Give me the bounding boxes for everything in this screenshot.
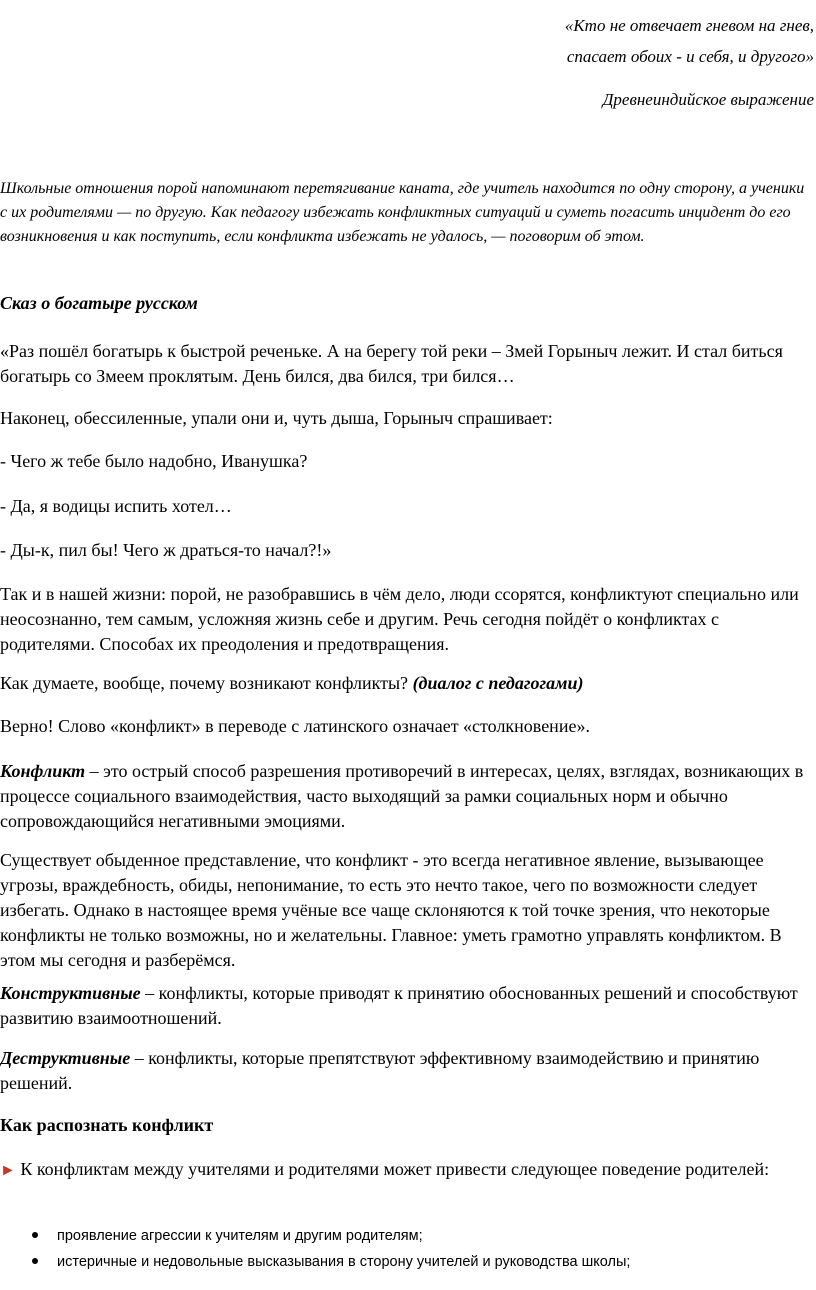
epigraph-line-2: спасает обоих - и себя, и другого» bbox=[566, 47, 814, 66]
epigraph-line-1: «Кто не отвечает гневом на гнев, bbox=[564, 16, 814, 35]
tale-paragraph-3: - Чего ж тебе было надобно, Иванушка? bbox=[0, 451, 308, 471]
opinion-paragraph: Существует обыденное представление, что конфликт - это всегда негативное явление, вызывающее угрозы, враждебность, обиды, непонимание, то есть это нечто такое, чего по возможности следует избегать. Однако в настоящее время учёные все чаще склоняются к той точке зрения, что некоторые конфликты не только возможны, но и желательны. Главное: уметь грамотно управлять конфликтом. В этом мы сегодня и разберёмся. bbox=[0, 850, 782, 970]
triangle-pointer-icon: ► bbox=[0, 1162, 16, 1179]
tale-paragraph-1: «Раз пошёл богатырь к быстрой реченьке. А на берегу той реки – Змей Горыныч лежит. И стал биться богатырь со Змеем проклятым. День бился, два бился, три бился… bbox=[0, 341, 783, 386]
question-text: Как думаете, вообще, почему возникают конфликты? bbox=[0, 673, 413, 693]
behavior-list bbox=[0, 1223, 814, 1275]
constructive-definition bbox=[0, 981, 814, 1031]
behavior-intro-paragraph bbox=[0, 1157, 814, 1183]
tale-paragraph-5: - Ды-к, пил бы! Чего ж драться-то начал?!» bbox=[0, 540, 332, 560]
constructive-term: Конструктивные bbox=[0, 983, 141, 1003]
life-paragraph: Так и в нашей жизни: порой, не разобравшись в чём дело, люди ссорятся, конфликтуют специально или неосознанно, тем самым, усложняя жизнь себе и другим. Речь сегодня пойдёт о конфликтах с родителями. Способах их преодоления и предотвращения. bbox=[0, 584, 799, 654]
destructive-definition bbox=[0, 1046, 814, 1096]
latin-paragraph: Верно! Слово «конфликт» в переводе с латинского означает «столкновение». bbox=[0, 716, 590, 736]
tale-paragraph-2: Наконец, обессиленные, упали они и, чуть дыша, Горыныч спрашивает: bbox=[0, 408, 553, 428]
epigraph-source: Древнеиндийское выражение bbox=[602, 90, 814, 109]
constructive-definition-text: – конфликты, которые приводят к принятию обоснованных решений и способствуют развитию взаимоотношений. bbox=[0, 983, 798, 1028]
tale-heading: Сказ о богатыре русском bbox=[0, 293, 198, 313]
recognize-heading: Как распознать конфликт bbox=[0, 1115, 214, 1135]
list-item bbox=[0, 1249, 814, 1275]
list-item-text: проявление агрессии к учителям и другим родителям; bbox=[57, 1228, 423, 1244]
tale-paragraph-4: - Да, я водицы испить хотел… bbox=[0, 496, 232, 516]
bullet-dot-icon bbox=[32, 1258, 38, 1264]
intro-paragraph: Школьные отношения порой напоминают перетягивание каната, где учитель находится по одну сторону, а ученики с их родителями — по другую. Как педагогу избежать конфликтных ситуаций и суметь погасить инцидент до его возникновения и как поступить, если конфликта избежать не удалось, — поговорим об этом. bbox=[0, 180, 805, 245]
destructive-term: Деструктивные bbox=[0, 1048, 131, 1068]
question-paragraph bbox=[0, 671, 814, 696]
destructive-definition-text: – конфликты, которые препятствуют эффективному взаимодействию и принятию решений. bbox=[0, 1048, 760, 1093]
conflict-definition-text: – это острый способ разрешения противоречий в интересах, целях, взглядах, возникающих в процессе социального взаимодействия, часто выходящий за рамки социальных норм и обычно сопровождающийся негативными эмоциями. bbox=[0, 761, 804, 831]
conflict-definition bbox=[0, 759, 814, 834]
question-note: (диалог с педагогами) bbox=[412, 673, 584, 693]
list-item bbox=[0, 1223, 814, 1249]
conflict-term: Конфликт bbox=[0, 761, 86, 781]
behavior-intro-text: К конфликтам между учителями и родителями может привести следующее поведение родителей: bbox=[15, 1159, 770, 1179]
bullet-dot-icon bbox=[32, 1232, 38, 1238]
list-item-text: истеричные и недовольные высказывания в сторону учителей и руководства школы; bbox=[57, 1254, 631, 1270]
